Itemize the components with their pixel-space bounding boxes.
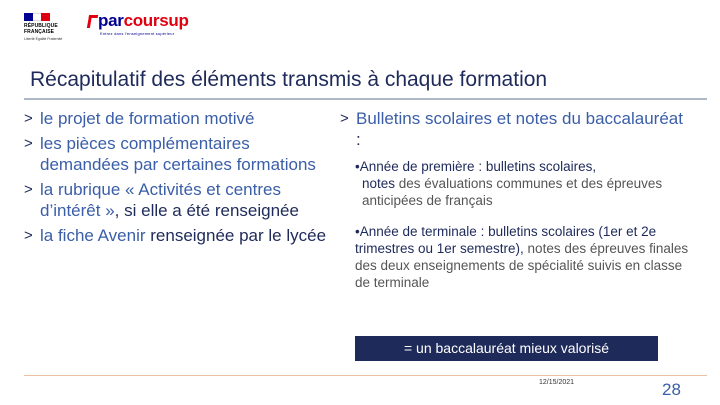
footer-divider bbox=[24, 375, 707, 376]
list-item-text: les pièces complémentaires demandées par certaines formations bbox=[40, 134, 316, 174]
title-divider bbox=[24, 98, 707, 100]
page-number: 28 bbox=[662, 380, 681, 399]
parcoursup-tagline: Entrez dans l'enseignement supérieur bbox=[100, 31, 175, 36]
flag-icon bbox=[24, 13, 50, 21]
right-heading: > Bulletins scolaires et notes du baccalauréat : bbox=[340, 109, 683, 149]
chevron-right-icon: > bbox=[340, 110, 349, 127]
footer-date: 12/15/2021 bbox=[539, 379, 575, 386]
list-item bbox=[24, 225, 329, 246]
premiere-subitem: •Année de première : bulletins scolaires, notes des évaluations communes et des épreuves anticipées de français bbox=[355, 159, 663, 208]
parcoursup-wordmark: parcoursup bbox=[98, 11, 189, 30]
chevron-right-icon: > bbox=[24, 135, 33, 152]
terminale-subitem: •Année de terminale : bulletins scolaires (1er et 2e trimestres ou 1er semestre), notes des épreuves finales des deux enseignements de spécialité suivis en classe de terminale bbox=[355, 224, 689, 290]
left-column bbox=[24, 108, 329, 250]
motto: Liberté Égalité Fraternité bbox=[24, 37, 63, 41]
list-item bbox=[24, 179, 329, 221]
slide-title: Récapitulatif des éléments transmis à chaque formation bbox=[30, 68, 548, 91]
list-item-text: le projet de formation motivé bbox=[40, 109, 255, 128]
chevron-right-icon: > bbox=[24, 227, 33, 244]
list-item-text: la rubrique « Activités et centres d’intérêt », si elle a été renseignée bbox=[40, 180, 299, 220]
republique-label: RÉPUBLIQUE FRANÇAISE bbox=[24, 23, 58, 35]
list-item-text: la fiche Avenir renseignée par le lycée bbox=[40, 226, 327, 245]
parcoursup-mark-icon bbox=[87, 15, 98, 28]
list-item bbox=[24, 108, 329, 129]
right-column bbox=[340, 108, 690, 291]
chevron-right-icon: > bbox=[24, 110, 33, 127]
highlight-banner: = un baccalauréat mieux valorisé bbox=[355, 336, 658, 361]
republique-francaise-logo bbox=[24, 13, 68, 41]
chevron-right-icon: > bbox=[24, 181, 33, 198]
list-item bbox=[24, 133, 329, 175]
